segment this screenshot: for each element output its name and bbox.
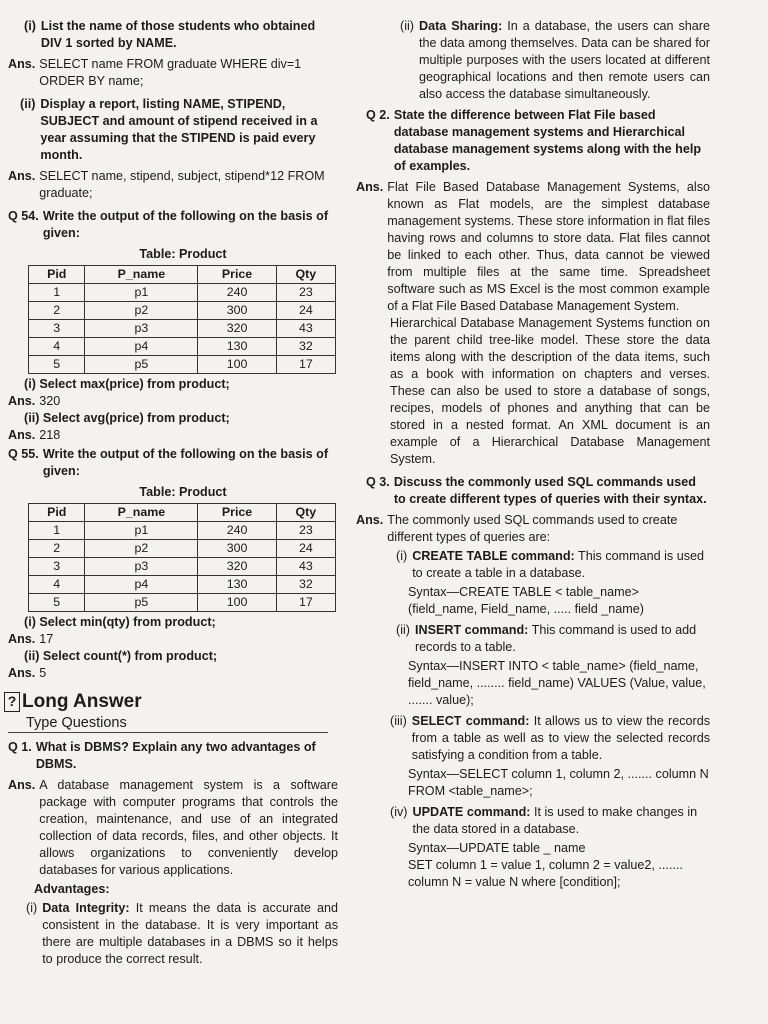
subquestion-text: (ii) Select avg(price) from product; [24, 411, 230, 425]
question-text: Write the output of the following on the basis of given: [42, 447, 329, 478]
table-cell: p2 [85, 540, 198, 558]
answer-text-hierarchical: Hierarchical Database Management Systems function on the parent child tree-like model. These store the data items along with the description of the data items, such as a book with information on chapters and verses. These can also be used to store a database of songs, recipes, models of phones and anything that can be stored in a nested format. An XML document is an example of a Hierarchical Database Management System. [390, 316, 710, 466]
question-text: What is DBMS? Explain any two advantages of DBMS. [35, 740, 316, 771]
table-cell: 32 [276, 338, 335, 356]
table-cell: 1 [29, 522, 85, 540]
question-ii [8, 96, 338, 164]
header-cell: Qty [276, 266, 335, 284]
product-table-2 [28, 503, 336, 612]
header-cell: Price [198, 504, 276, 522]
question-number: Q 54. [8, 209, 39, 223]
table-header-row [29, 504, 336, 522]
command-title: INSERT command: [414, 623, 529, 637]
command-text: It is used to make changes in the data stored in a database. [412, 805, 698, 836]
header-cell: Price [198, 266, 276, 284]
left-column [8, 18, 338, 972]
answer-text: 5 [39, 666, 47, 680]
answer-label: Ans. [8, 778, 36, 792]
question-3 [356, 474, 710, 508]
q54-answer-ii [8, 427, 338, 444]
question-54 [8, 208, 338, 242]
question-number: Q 55. [8, 447, 39, 461]
command-text: This command is used to create a table in a database. [412, 549, 705, 580]
advantage-2 [356, 18, 710, 103]
command-title: SELECT command: [411, 714, 530, 728]
table-cell: p3 [85, 320, 198, 338]
table-row [29, 302, 336, 320]
table-cell: 17 [276, 594, 335, 612]
table-cell: 240 [198, 284, 276, 302]
command-title: CREATE TABLE command: [412, 549, 575, 563]
item-number: (ii) [400, 19, 414, 33]
subquestion-text: (i) Select max(price) from product; [24, 377, 230, 391]
answer-ii [8, 168, 338, 202]
table-cell: p3 [85, 558, 198, 576]
answer-text: 218 [39, 428, 61, 442]
table-cell: p5 [85, 356, 198, 374]
command-syntax: Syntax—CREATE TABLE < table_name> (field_name, Field_name, ..... field _name) [408, 585, 644, 616]
answer-i [8, 56, 338, 90]
table-cell: 130 [198, 576, 276, 594]
q54-sub-ii [8, 410, 338, 427]
table-cell: 43 [276, 558, 335, 576]
table-cell: 1 [29, 284, 85, 302]
table-cell: 300 [198, 302, 276, 320]
table-cell: 100 [198, 594, 276, 612]
table-cell: 240 [198, 522, 276, 540]
right-column [356, 18, 710, 895]
question-number: Q 2. [366, 108, 390, 122]
table-cell: 23 [276, 522, 335, 540]
table-row [29, 338, 336, 356]
table-cell: p5 [85, 594, 198, 612]
question-number: Q 3. [366, 475, 390, 489]
answer-text: The commonly used SQL commands used to create different types of queries are: [387, 513, 678, 544]
item-number: (i) [396, 549, 408, 563]
answer-label: Ans. [8, 428, 36, 442]
table-cell: 2 [29, 540, 85, 558]
q55-sub-ii [8, 648, 338, 665]
question-2 [356, 107, 710, 175]
table-cell: 4 [29, 338, 85, 356]
table-cell: 43 [276, 320, 335, 338]
table-cell: p4 [85, 338, 198, 356]
question-number: Q 1. [8, 740, 32, 754]
table-row [29, 540, 336, 558]
answer-label: Ans. [8, 57, 36, 71]
header-cell: Pid [29, 266, 85, 284]
table-cell: 32 [276, 576, 335, 594]
table-cell: 23 [276, 284, 335, 302]
question-text: List the name of those students who obtained DIV 1 sorted by NAME. [40, 19, 316, 50]
command-syntax: Syntax—SELECT column 1, column 2, ....... column N FROM <table_name>; [408, 767, 709, 798]
command-select [356, 713, 710, 764]
question-55 [8, 446, 338, 480]
q54-answer-i [8, 393, 338, 410]
header-cell: Qty [276, 504, 335, 522]
header-cell: Pid [29, 504, 85, 522]
section-title: Long Answer [22, 691, 142, 712]
answer-label: Ans. [356, 513, 384, 527]
answer-text: SELECT name FROM graduate WHERE div=1 ORDER BY name; [39, 57, 302, 88]
table-cell: 24 [276, 540, 335, 558]
answer-label: Ans. [8, 169, 36, 183]
command-insert [356, 622, 710, 656]
table-cell: 24 [276, 302, 335, 320]
table-cell: p1 [85, 284, 198, 302]
table-cell: 3 [29, 558, 85, 576]
q55-answer-i [8, 631, 338, 648]
table-header-row [29, 266, 336, 284]
command-text: This command is used to add records to a table. [414, 623, 697, 654]
command-update [356, 804, 710, 838]
table-cell: 4 [29, 576, 85, 594]
table-row [29, 558, 336, 576]
table-cell: 100 [198, 356, 276, 374]
question-text: State the difference between Flat File based database management systems and Hierarchical database management systems along with the help of examples. [393, 108, 702, 173]
answer-label: Ans. [8, 394, 36, 408]
question-mark-icon: ? [4, 692, 20, 712]
answer-1 [8, 777, 338, 879]
table-row [29, 284, 336, 302]
item-number: (i) [26, 901, 38, 915]
table-title: Table: Product [139, 247, 227, 261]
table-row [29, 522, 336, 540]
table-cell: p1 [85, 522, 198, 540]
header-cell: P_name [85, 504, 198, 522]
answer-text: 17 [39, 632, 54, 646]
table-cell: 2 [29, 302, 85, 320]
item-number: (i) [24, 19, 36, 33]
answer-label: Ans. [8, 632, 36, 646]
question-1 [8, 739, 338, 773]
table-cell: 130 [198, 338, 276, 356]
table-row [29, 594, 336, 612]
item-number: (iv) [390, 805, 408, 819]
table-cell: 300 [198, 540, 276, 558]
command-syntax: Syntax—INSERT INTO < table_name> (field_name, field_name, ........ field_name) VALUES (Value, value, ....... value); [408, 659, 706, 707]
question-text: Display a report, listing NAME, STIPEND, SUBJECT and amount of stipend received in a year assuming that the STIPEND is paid every month. [40, 97, 318, 162]
table-row [29, 576, 336, 594]
question-text: Discuss the commonly used SQL commands used to create different types of queries with their syntax. [393, 475, 707, 506]
answer-3 [356, 512, 710, 546]
advantage-text: It means the data is accurate and consistent in the database. It is very important as there are multiple databases in a DBMS so it helps to produce the correct result. [42, 901, 339, 966]
table-cell: 5 [29, 356, 85, 374]
table-title: Table: Product [139, 485, 227, 499]
table-cell: p4 [85, 576, 198, 594]
answer-text: SELECT name, stipend, subject, stipend*12 FROM graduate; [39, 169, 325, 200]
answer-label: Ans. [8, 666, 36, 680]
table-cell: p2 [85, 302, 198, 320]
table-cell: 320 [198, 320, 276, 338]
command-create [356, 548, 710, 582]
subquestion-text: (ii) Select count(*) from product; [24, 649, 218, 663]
command-syntax-continued: SET column 1 = value 1, column 2 = value2, ....... column N = value N where [condition]; [408, 858, 683, 889]
section-subtitle: Type Questions [26, 715, 127, 731]
command-title: UPDATE command: [412, 805, 531, 819]
answer-label: Ans. [356, 180, 384, 194]
subquestion-text: (i) Select min(qty) from product; [24, 615, 216, 629]
table-row [29, 356, 336, 374]
item-number: (ii) [396, 623, 410, 637]
item-number: (iii) [390, 714, 407, 728]
question-i [8, 18, 338, 52]
item-number: (ii) [20, 97, 36, 111]
advantages-heading: Advantages: [34, 882, 110, 896]
answer-text-flat-file: Flat File Based Database Management Systems, also known as Flat models, are the simplest database management systems. These store information in flat files having rows and columns to store data. Flat files cannot be linked to each other. Thus, data cannot be viewed from multiple files at the same time. Spreadsheet software such as MS Excel is the most common example of a Flat File Based Database Management System. [387, 180, 710, 313]
header-cell: P_name [85, 266, 198, 284]
advantage-text: In a database, the users can share the data among themselves. Data can be shared for multiple purposes with the users located at different geographical locations and then remote users can also access the database simultaneously. [418, 19, 711, 101]
product-table [28, 265, 336, 374]
section-heading [8, 690, 328, 733]
advantage-title: Data Sharing: [418, 19, 503, 33]
answer-text: A database management system is a software package with computer programs that controls the creation, maintenance, and use of an integrated collection of data records, files, and other objects. It allows organizations to conveniently develop databases for various applications. [39, 778, 338, 877]
q55-answer-ii [8, 665, 338, 682]
table-cell: 5 [29, 594, 85, 612]
table-cell: 17 [276, 356, 335, 374]
question-text: Write the output of the following on the basis of given: [42, 209, 329, 240]
table-cell: 320 [198, 558, 276, 576]
advantage-title: Data Integrity: [42, 901, 130, 915]
table-row [29, 320, 336, 338]
command-syntax: Syntax—UPDATE table _ name [408, 841, 586, 855]
answer-2 [356, 179, 710, 315]
answer-text: 320 [39, 394, 61, 408]
table-cell: 3 [29, 320, 85, 338]
command-text: It allows us to view the records from a table as well as to view the selected records satisfying a condition from a table. [411, 714, 710, 762]
advantage-1 [8, 900, 338, 968]
q54-sub-i [8, 376, 338, 393]
q55-sub-i [8, 614, 338, 631]
